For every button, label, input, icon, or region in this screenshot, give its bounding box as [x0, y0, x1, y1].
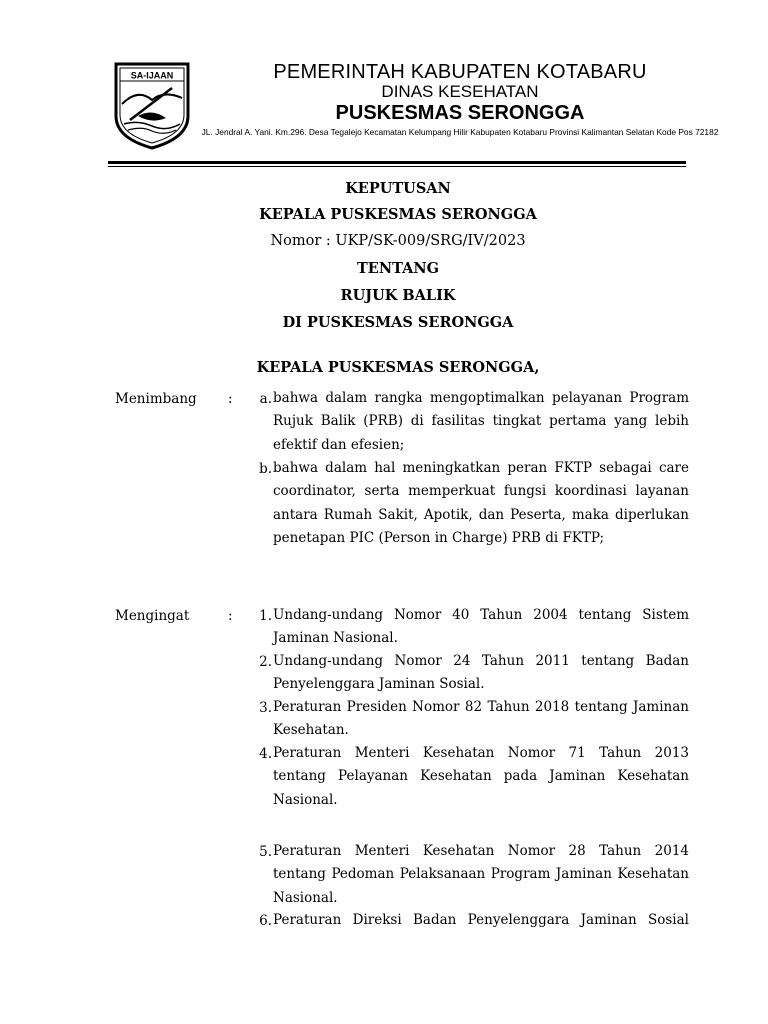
- menimbang-marker: b.: [259, 461, 272, 477]
- doc-title-keputusan: KEPUTUSAN: [345, 180, 451, 197]
- menimbang-item: bahwa dalam rangka mengoptimalkan pelayanan Program Rujuk Balik (PRB) di fasilitas tingkat pertama yang lebih efektif dan efesien;: [273, 390, 689, 453]
- header-rule-thick: [108, 161, 686, 164]
- menimbang-item: bahwa dalam hal meningkatkan peran FKTP sebagai care coordinator, serta memperkuat fungsi koordinasi layanan antara Rumah Sakit, Apotik, dan Peserta, maka diperlukan penetapan PIC (Person in Charge) PRB di FKTP;: [273, 460, 689, 546]
- doc-number: Nomor : UKP/SK-009/SRG/IV/2023: [270, 233, 526, 249]
- header-puskesmas: PUSKESMAS SERONGGA: [335, 102, 585, 124]
- doc-title-kepala: KEPALA PUSKESMAS SERONGGA: [259, 206, 537, 223]
- mengingat-item: Peraturan Menteri Kesehatan Nomor 71 Tahun 2013 tentang Pelayanan Kesehatan pada Jaminan Kesehatan Nasional.: [273, 745, 689, 808]
- doc-issuer: KEPALA PUSKESMAS SERONGGA,: [256, 359, 540, 376]
- menimbang-colon: :: [228, 391, 233, 407]
- mengingat-marker: 6.: [259, 913, 272, 929]
- menimbang-label: Menimbang: [115, 391, 197, 407]
- logo-text: SA-IJAAN: [130, 70, 174, 81]
- mengingat-item: Peraturan Direksi Badan Penyelenggara Jaminan Sosial: [273, 912, 689, 928]
- mengingat-label: Mengingat: [115, 608, 190, 624]
- mengingat-colon: :: [228, 608, 233, 624]
- menimbang-marker: a.: [259, 391, 272, 407]
- mengingat-item: Peraturan Menteri Kesehatan Nomor 28 Tahun 2014 tentang Pedoman Pelaksanaan Program Jaminan Kesehatan Nasional.: [273, 843, 689, 906]
- doc-title-tentang: TENTANG: [357, 260, 439, 277]
- mengingat-item: Peraturan Presiden Nomor 82 Tahun 2018 tentang Jaminan Kesehatan.: [273, 699, 689, 739]
- mengingat-marker: 2.: [259, 654, 272, 670]
- mengingat-item: Undang-undang Nomor 24 Tahun 2011 tentang Badan Penyelenggara Jaminan Sosial.: [273, 653, 689, 693]
- doc-title-subject: RUJUK BALIK: [340, 287, 456, 304]
- puskesmas-logo: [108, 58, 196, 150]
- header-government: PEMERINTAH KABUPATEN KOTABARU: [273, 61, 647, 83]
- mengingat-marker: 1.: [259, 608, 272, 624]
- mengingat-marker: 3.: [259, 700, 272, 716]
- header-department: DINAS KESEHATAN: [381, 82, 539, 101]
- mengingat-marker: 5.: [259, 844, 272, 860]
- doc-title-location: DI PUSKESMAS SERONGGA: [282, 314, 514, 331]
- mengingat-marker: 4.: [259, 746, 272, 762]
- header-rule-thin: [108, 166, 686, 167]
- header-address: JL. Jendral A. Yani. Km.296. Desa Tegalejo Kecamatan Kelumpang Hilir Kabupaten Kotabaru Provinsi Kalimantan Selatan Kode Pos 72182: [201, 127, 719, 137]
- mengingat-item: Undang-undang Nomor 40 Tahun 2004 tentang Sistem Jaminan Nasional.: [273, 607, 689, 647]
